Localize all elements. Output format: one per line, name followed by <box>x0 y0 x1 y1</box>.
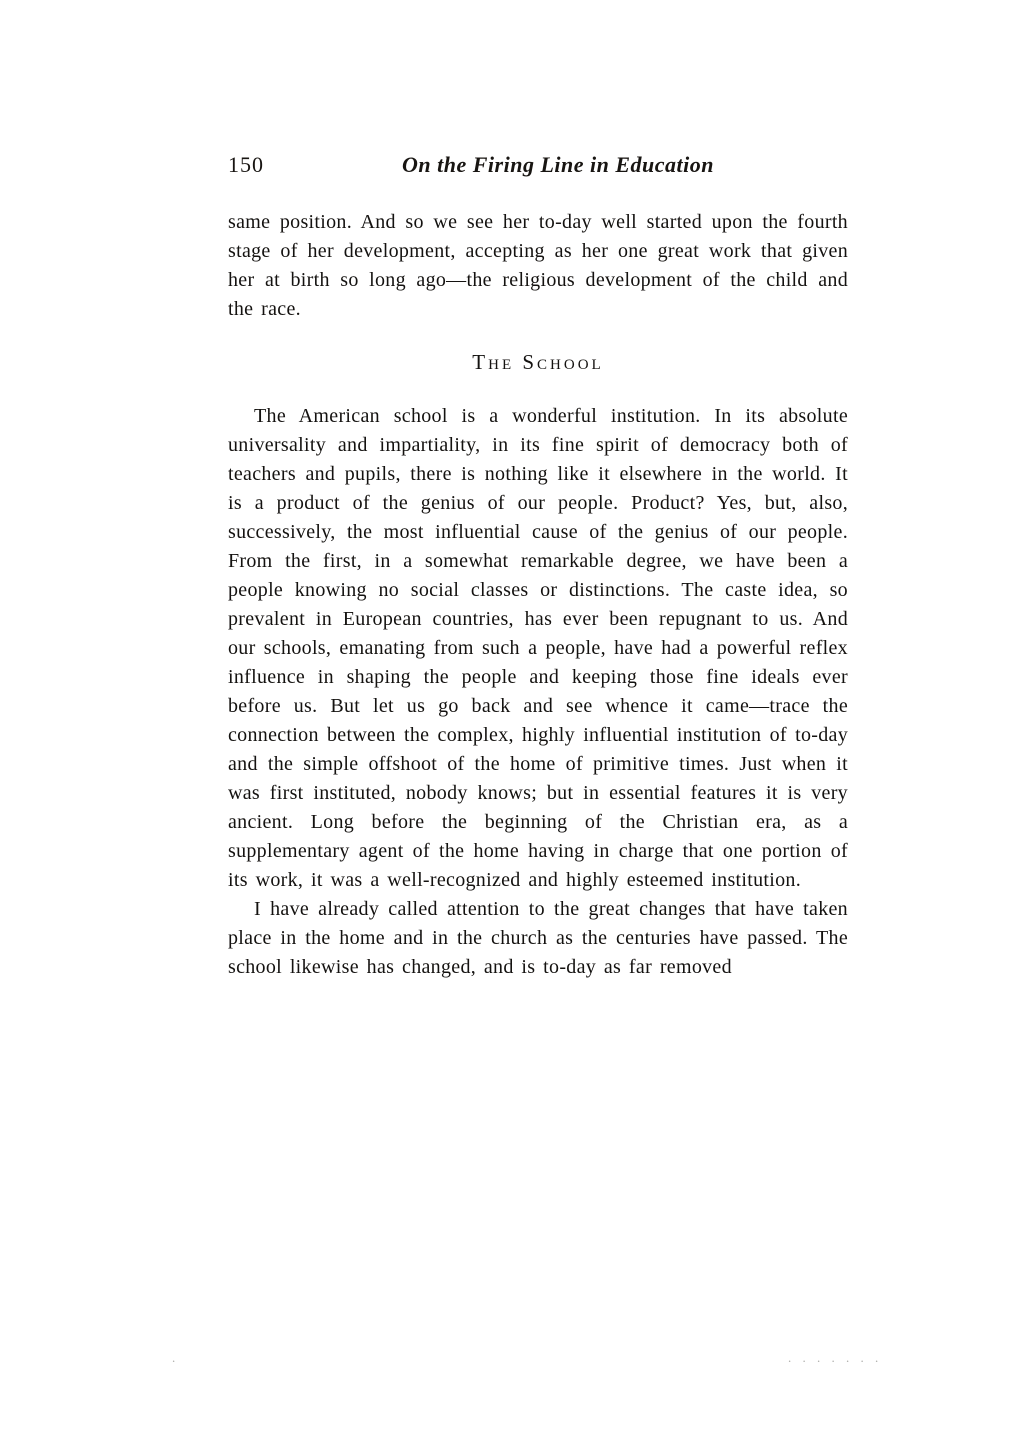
paragraph-continuation: same position. And so we see her to-day well started upon the fourth stage of her development, accepting as her one great work that given her at birth so long ago—the religious development of the child and the race. <box>228 211 848 320</box>
running-title: On the Firing Line in Education <box>402 152 714 177</box>
paragraph-body: The American school is a wonderful institution. In its absolute universality and impartiality, in its fine spirit of democracy both of teachers and pupils, there is nothing like it elsewhere in the world. It is a product of the genius of our people. Product? Yes, but, also, successively, the most influential cause of the genius of our people. From the first, in a somewhat remarkable degree, we have been a people knowing no social classes or distinctions. The caste idea, so prevalent in European countries, has ever been repugnant to us. And our schools, emanating from such a people, have had a powerful reflex influence in shaping the people and keeping those fine ideals ever before us. But let us go back and see whence it came—trace the connection between the complex, highly influential institution of to-day and the simple offshoot of the home of primitive times. Just when it was first instituted, nobody knows; but in essential features it is very ancient. Long before the beginning of the Christian era, as a supplementary agent of the home having in charge that one portion of its work, it was a well-recognized and highly esteemed institution. <box>228 405 848 891</box>
page-header <box>228 152 848 186</box>
text-block <box>228 152 848 982</box>
scan-artifact: . . . . . . . <box>788 1350 883 1365</box>
page-number: 150 <box>228 152 264 177</box>
scan-artifact: . <box>172 1350 180 1365</box>
paragraph-body: I have already called attention to the great changes that have taken place in the home and in the church as the centuries have passed. The school likewise has changed, and is to-day as far removed <box>228 898 848 978</box>
section-heading: The School <box>472 350 604 374</box>
